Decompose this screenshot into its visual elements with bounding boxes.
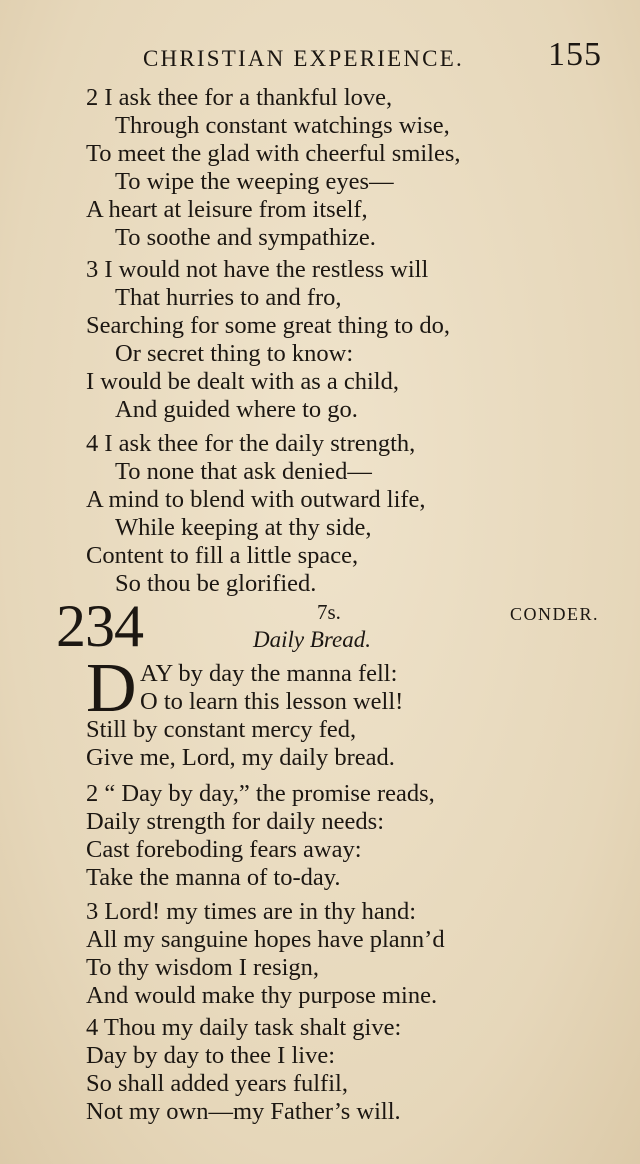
verse-line: To none that ask denied—	[115, 458, 372, 485]
verse-line: 3 Lord! my times are in thy hand:	[86, 898, 416, 925]
verse-line: O to learn this lesson well!	[140, 688, 404, 715]
verse-line: Take the manna of to-day.	[86, 864, 341, 891]
verse-line: AY by day the manna fell:	[140, 660, 398, 687]
verse-line: So thou be glorified.	[115, 570, 317, 597]
verse-line: That hurries to and fro,	[115, 284, 342, 311]
verse-line: Or secret thing to know:	[115, 340, 354, 367]
verse-line: 2 “ Day by day,” the promise reads,	[86, 780, 435, 807]
verse-line: 4 Thou my daily task shalt give:	[86, 1014, 402, 1041]
hymn-title: Daily Bread.	[253, 627, 371, 652]
verse-line: And guided where to go.	[115, 396, 358, 423]
verse-line: Not my own—my Father’s will.	[86, 1098, 401, 1125]
page-header	[0, 36, 640, 76]
page-number: 155	[548, 36, 602, 73]
verse-line: All my sanguine hopes have plann’d	[86, 926, 445, 953]
running-head: CHRISTIAN EXPERIENCE.	[143, 46, 464, 71]
drop-cap: D	[86, 650, 137, 727]
hymn-number: 234	[56, 593, 143, 659]
verse-line: While keeping at thy side,	[115, 514, 372, 541]
verse-line: Content to fill a little space,	[86, 542, 359, 569]
verse-line: Cast foreboding fears away:	[86, 836, 362, 863]
verse-line: And would make thy purpose mine.	[86, 982, 438, 1009]
tune-name: CONDER.	[510, 604, 600, 624]
verse-line: Day by day to thee I live:	[86, 1042, 336, 1069]
verse-line: A mind to blend with outward life,	[86, 486, 426, 513]
verse-line: Daily strength for daily needs:	[86, 808, 385, 835]
verse-line: 4 I ask thee for the daily strength,	[86, 430, 416, 457]
verse-line: Still by constant mercy fed,	[86, 716, 357, 743]
verse-line: So shall added years fulfil,	[86, 1070, 348, 1097]
verse-line: 3 I would not have the restless will	[86, 256, 429, 283]
verse-line: To thy wisdom I resign,	[86, 954, 320, 981]
verse-line: 2 I ask thee for a thankful love,	[86, 84, 393, 111]
verse-line: To meet the glad with cheerful smiles,	[86, 140, 461, 167]
verse-line: Through constant watchings wise,	[115, 112, 450, 139]
verse-line: Give me, Lord, my daily bread.	[86, 744, 395, 771]
verse-line: Searching for some great thing to do,	[86, 312, 451, 339]
verse-line: To wipe the weeping eyes—	[115, 168, 394, 195]
hymn-meter: 7s.	[317, 600, 341, 624]
verse-line: To soothe and sympathize.	[115, 224, 376, 251]
verse-line: I would be dealt with as a child,	[86, 368, 399, 395]
verse-line: A heart at leisure from itself,	[86, 196, 368, 223]
